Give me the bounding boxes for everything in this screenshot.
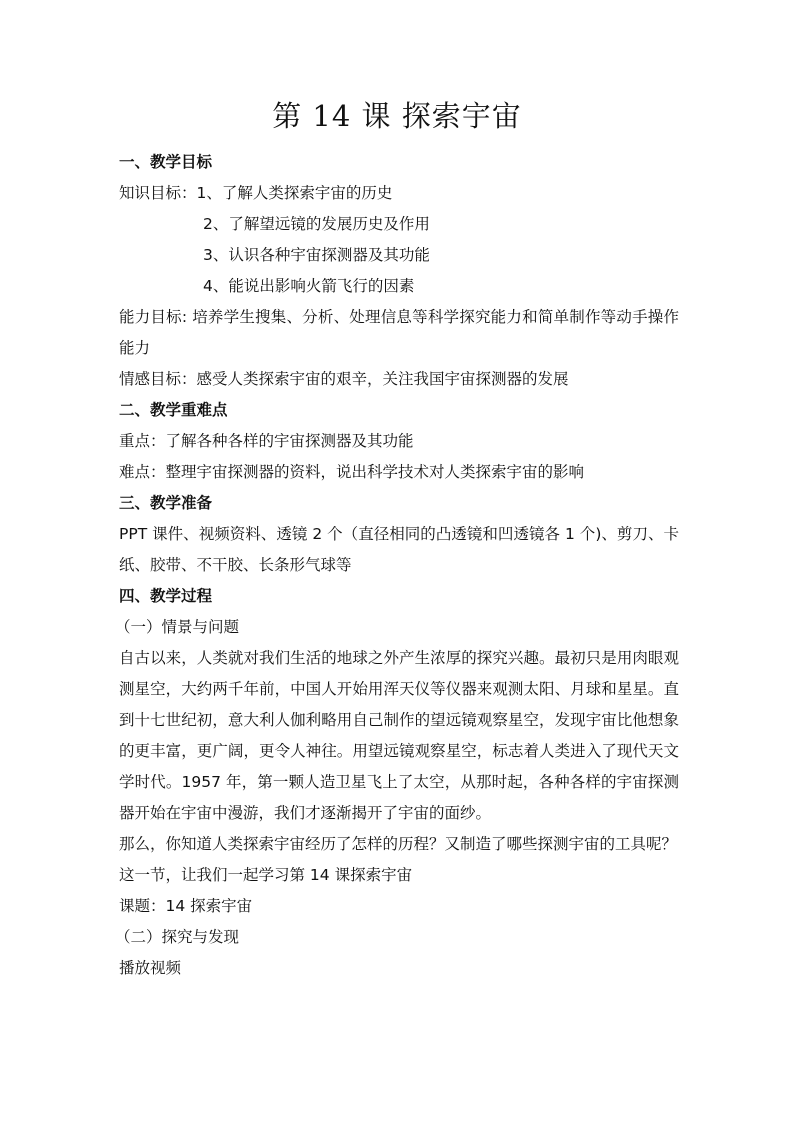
section-heading-objectives: 一、教学目标 — [119, 153, 213, 171]
topic-line: 课题：14 探索宇宙 — [119, 897, 253, 915]
emotion-goal: 情感目标：感受人类探索宇宙的艰辛，关注我国宇宙探测器的发展 — [119, 370, 569, 388]
knowledge-goal-4: 4、能说出影响火箭飞行的因素 — [203, 277, 415, 295]
key-point: 重点：了解各种各样的宇宙探测器及其功能 — [119, 432, 414, 450]
this-lesson-line: 这一节，让我们一起学习第 14 课探索宇宙 — [119, 866, 413, 884]
ability-goal: 能力目标: 培养学生搜集、分析、处理信息等科学探究能力和简单制作等动手操作能力 — [119, 308, 679, 357]
subsection-explore: （二）探究与发现 — [115, 928, 240, 946]
section-heading-process: 四、教学过程 — [119, 587, 213, 605]
knowledge-goal-3: 3、认识各种宇宙探测器及其功能 — [203, 246, 430, 264]
question-paragraph: 那么，你知道人类探索宇宙经历了怎样的历程？又制造了哪些探测宇宙的工具呢？ — [119, 835, 678, 853]
knowledge-goal-1: 知识目标：1、了解人类探索宇宙的历史 — [119, 184, 393, 202]
section-heading-preparation: 三、教学准备 — [119, 494, 213, 512]
document-body — [115, 147, 679, 984]
difficulty-point: 难点：整理宇宙探测器的资料，说出科学技术对人类探索宇宙的影响 — [119, 463, 585, 481]
knowledge-goal-2: 2、了解望远镜的发展历史及作用 — [203, 215, 430, 233]
subsection-scenario: （一）情景与问题 — [115, 618, 240, 636]
intro-paragraph: 自古以来，人类就对我们生活的地球之外产生浓厚的探究兴趣。最初只是用肉眼观测星空，大约两千年前，中国人开始用浑天仪等仪器来观测太阳、月球和星星。直到十七世纪初，意大利人伽利略用自己制作的望远镜观察星空，发现宇宙比他想象的更丰富，更广阔，更令人神往。用望远镜观察星空，标志着人类进入了现代天文学时代。1957 年，第一颗人造卫星飞上了太空，从那时起，各种各样的宇宙探测器开始在宇宙中漫游，我们才逐渐揭开了宇宙的面纱。 — [119, 649, 679, 822]
play-video-line: 播放视频 — [119, 959, 182, 977]
preparation-text: PPT 课件、视频资料、透镜 2 个（直径相同的凸透镜和凹透镜各 1 个)、剪刀、卡纸、胶带、不干胶、长条形气球等 — [119, 525, 679, 574]
page-title: 第 14 课 探索宇宙 — [272, 99, 522, 133]
section-heading-key-points: 二、教学重难点 — [119, 401, 228, 419]
